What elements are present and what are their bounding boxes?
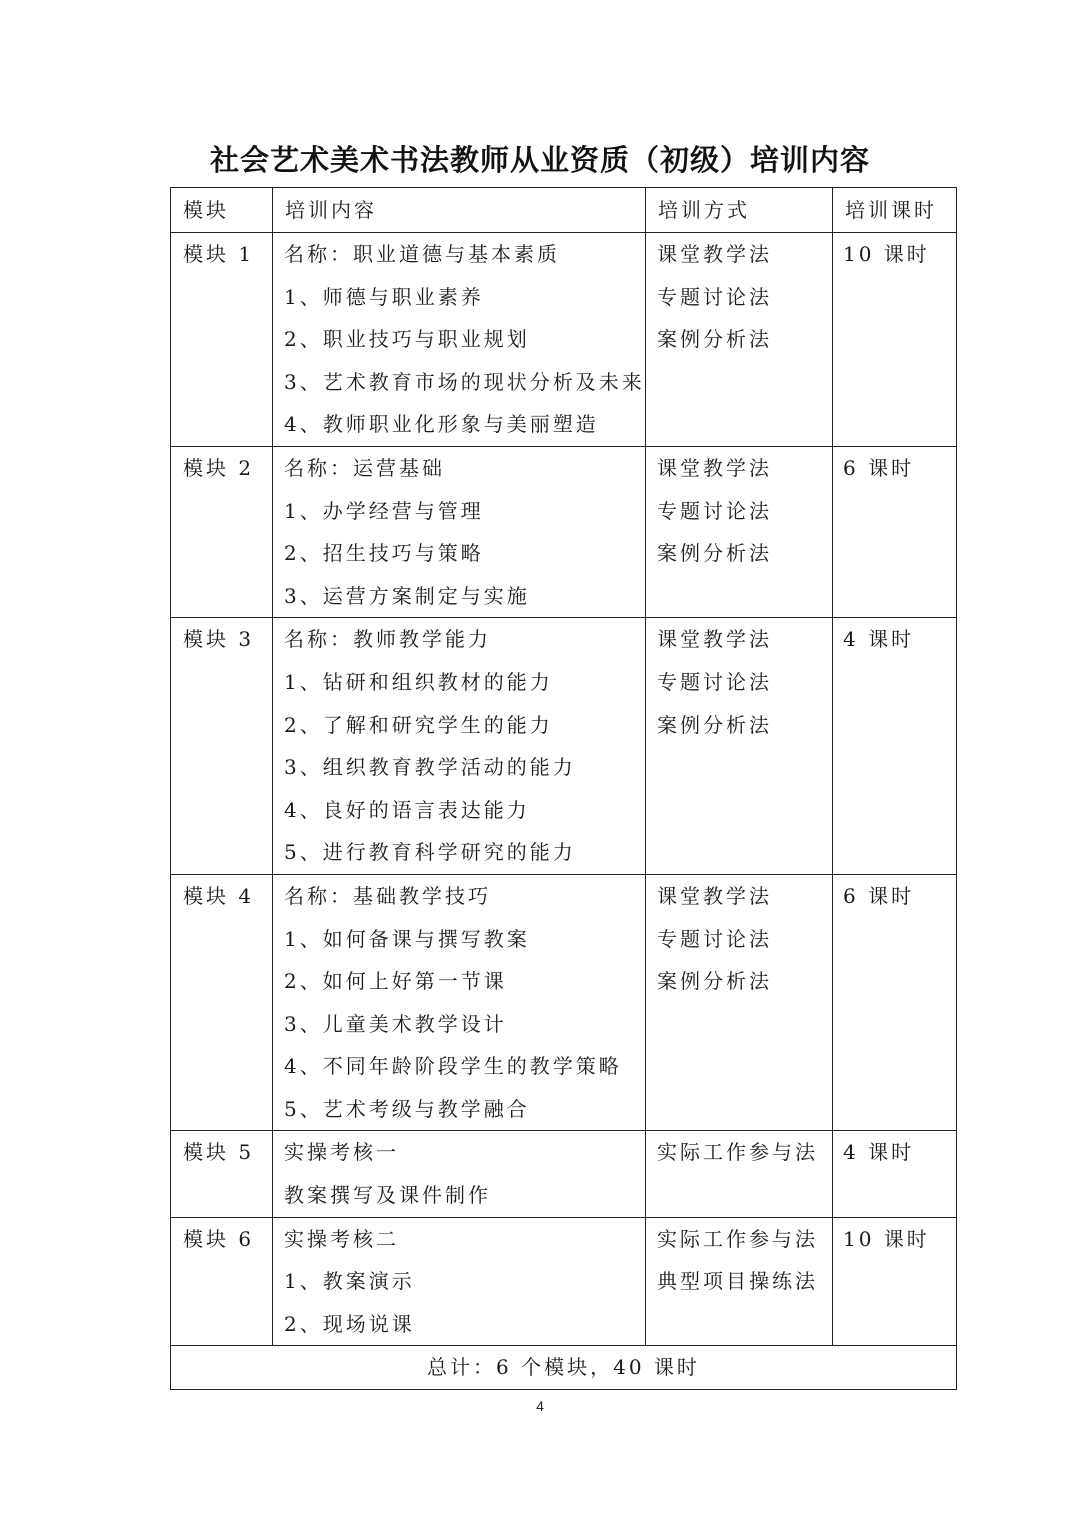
module-label: 模块 6	[183, 1226, 255, 1251]
module-cell	[171, 874, 273, 1131]
method-cell	[646, 446, 833, 617]
method-line: 实际工作参与法	[657, 1140, 818, 1165]
table-header-row	[171, 188, 957, 233]
hours-cell	[833, 1217, 957, 1346]
content-cell	[273, 233, 646, 447]
hours-label: 6 课时	[843, 455, 915, 480]
hours-cell	[833, 233, 957, 447]
module-label: 模块 4	[183, 883, 255, 908]
method-cell	[646, 618, 833, 875]
content-line: 1、如何备课与撰写教案	[284, 926, 530, 951]
content-line: 2、职业技巧与职业规划	[284, 327, 530, 352]
method-line: 课堂教学法	[657, 883, 772, 908]
hours-cell	[833, 618, 957, 875]
total-row	[171, 1346, 957, 1390]
method-line: 专题讨论法	[657, 284, 772, 309]
method-line: 典型项目操练法	[657, 1269, 818, 1294]
method-line: 案例分析法	[657, 541, 772, 566]
content-line: 实操考核一	[284, 1140, 399, 1165]
content-cell	[273, 446, 646, 617]
method-line: 实际工作参与法	[657, 1226, 818, 1251]
table-row	[171, 874, 957, 1131]
content-line: 1、师德与职业素养	[284, 284, 484, 309]
method-line: 专题讨论法	[657, 669, 772, 694]
method-line: 课堂教学法	[657, 627, 772, 652]
method-line: 专题讨论法	[657, 498, 772, 523]
method-cell	[646, 1131, 833, 1217]
method-line: 案例分析法	[657, 969, 772, 994]
header-content: 培训内容	[273, 188, 646, 233]
content-line: 3、运营方案制定与实施	[284, 583, 530, 608]
method-cell	[646, 1217, 833, 1346]
hours-label: 6 课时	[843, 883, 915, 908]
method-line: 课堂教学法	[657, 242, 772, 266]
module-label: 模块 3	[183, 627, 255, 652]
header-module: 模块	[171, 188, 273, 233]
hours-label: 10 课时	[843, 242, 930, 266]
method-line: 案例分析法	[657, 712, 772, 737]
hours-cell	[833, 1131, 957, 1217]
hours-label: 10 课时	[843, 1226, 930, 1251]
content-cell	[273, 874, 646, 1131]
content-line: 1、钻研和组织教材的能力	[284, 669, 553, 694]
table-body	[171, 233, 957, 1346]
page-number: 4	[536, 1398, 544, 1414]
table-row	[171, 446, 957, 617]
module-label: 模块 2	[183, 455, 255, 480]
module-cell	[171, 1217, 273, 1346]
hours-label: 4 课时	[843, 627, 915, 652]
content-line: 2、招生技巧与策略	[284, 541, 484, 566]
content-line: 2、了解和研究学生的能力	[284, 712, 553, 737]
content-line: 3、艺术教育市场的现状分析及未来	[284, 369, 645, 394]
content-line: 4、不同年龄阶段学生的教学策略	[284, 1054, 622, 1079]
content-line: 教案撰写及课件制作	[284, 1183, 491, 1208]
content-line: 3、儿童美术教学设计	[284, 1011, 507, 1036]
content-line: 5、进行教育科学研究的能力	[284, 840, 576, 865]
module-label: 模块 5	[183, 1140, 255, 1165]
content-line: 4、教师职业化形象与美丽塑造	[284, 412, 599, 437]
content-line: 名称：运营基础	[284, 455, 445, 480]
header-method: 培训方式	[646, 188, 833, 233]
table-row	[171, 618, 957, 875]
table-row	[171, 1131, 957, 1217]
content-line: 名称：教师教学能力	[284, 627, 491, 652]
content-line: 3、组织教育教学活动的能力	[284, 755, 576, 780]
content-line: 2、如何上好第一节课	[284, 969, 507, 994]
hours-label: 4 课时	[843, 1140, 915, 1165]
method-line: 专题讨论法	[657, 926, 772, 951]
module-cell	[171, 618, 273, 875]
module-cell	[171, 1131, 273, 1217]
module-cell	[171, 446, 273, 617]
content-line: 1、办学经营与管理	[284, 498, 484, 523]
module-label: 模块 1	[183, 242, 255, 266]
document-title: 社会艺术美术书法教师从业资质（初级）培训内容	[209, 143, 870, 177]
method-line: 案例分析法	[657, 327, 772, 352]
content-line: 2、现场说课	[284, 1311, 415, 1336]
hours-cell	[833, 874, 957, 1131]
content-line: 名称：职业道德与基本素质	[284, 242, 560, 266]
hours-cell	[833, 446, 957, 617]
content-line: 4、良好的语言表达能力	[284, 797, 530, 822]
training-content-table	[170, 187, 957, 1390]
method-line: 课堂教学法	[657, 455, 772, 480]
content-line: 实操考核二	[284, 1226, 399, 1251]
header-hours: 培训课时	[833, 188, 957, 233]
content-line: 1、教案演示	[284, 1269, 415, 1294]
total-cell: 总计：6 个模块，40 课时	[171, 1346, 957, 1390]
content-line: 名称：基础教学技巧	[284, 883, 491, 908]
content-cell	[273, 618, 646, 875]
content-cell	[273, 1131, 646, 1217]
table-row	[171, 1217, 957, 1346]
table-row	[171, 233, 957, 447]
method-cell	[646, 233, 833, 447]
content-line: 5、艺术考级与教学融合	[284, 1096, 530, 1121]
module-cell	[171, 233, 273, 447]
method-cell	[646, 874, 833, 1131]
content-cell	[273, 1217, 646, 1346]
